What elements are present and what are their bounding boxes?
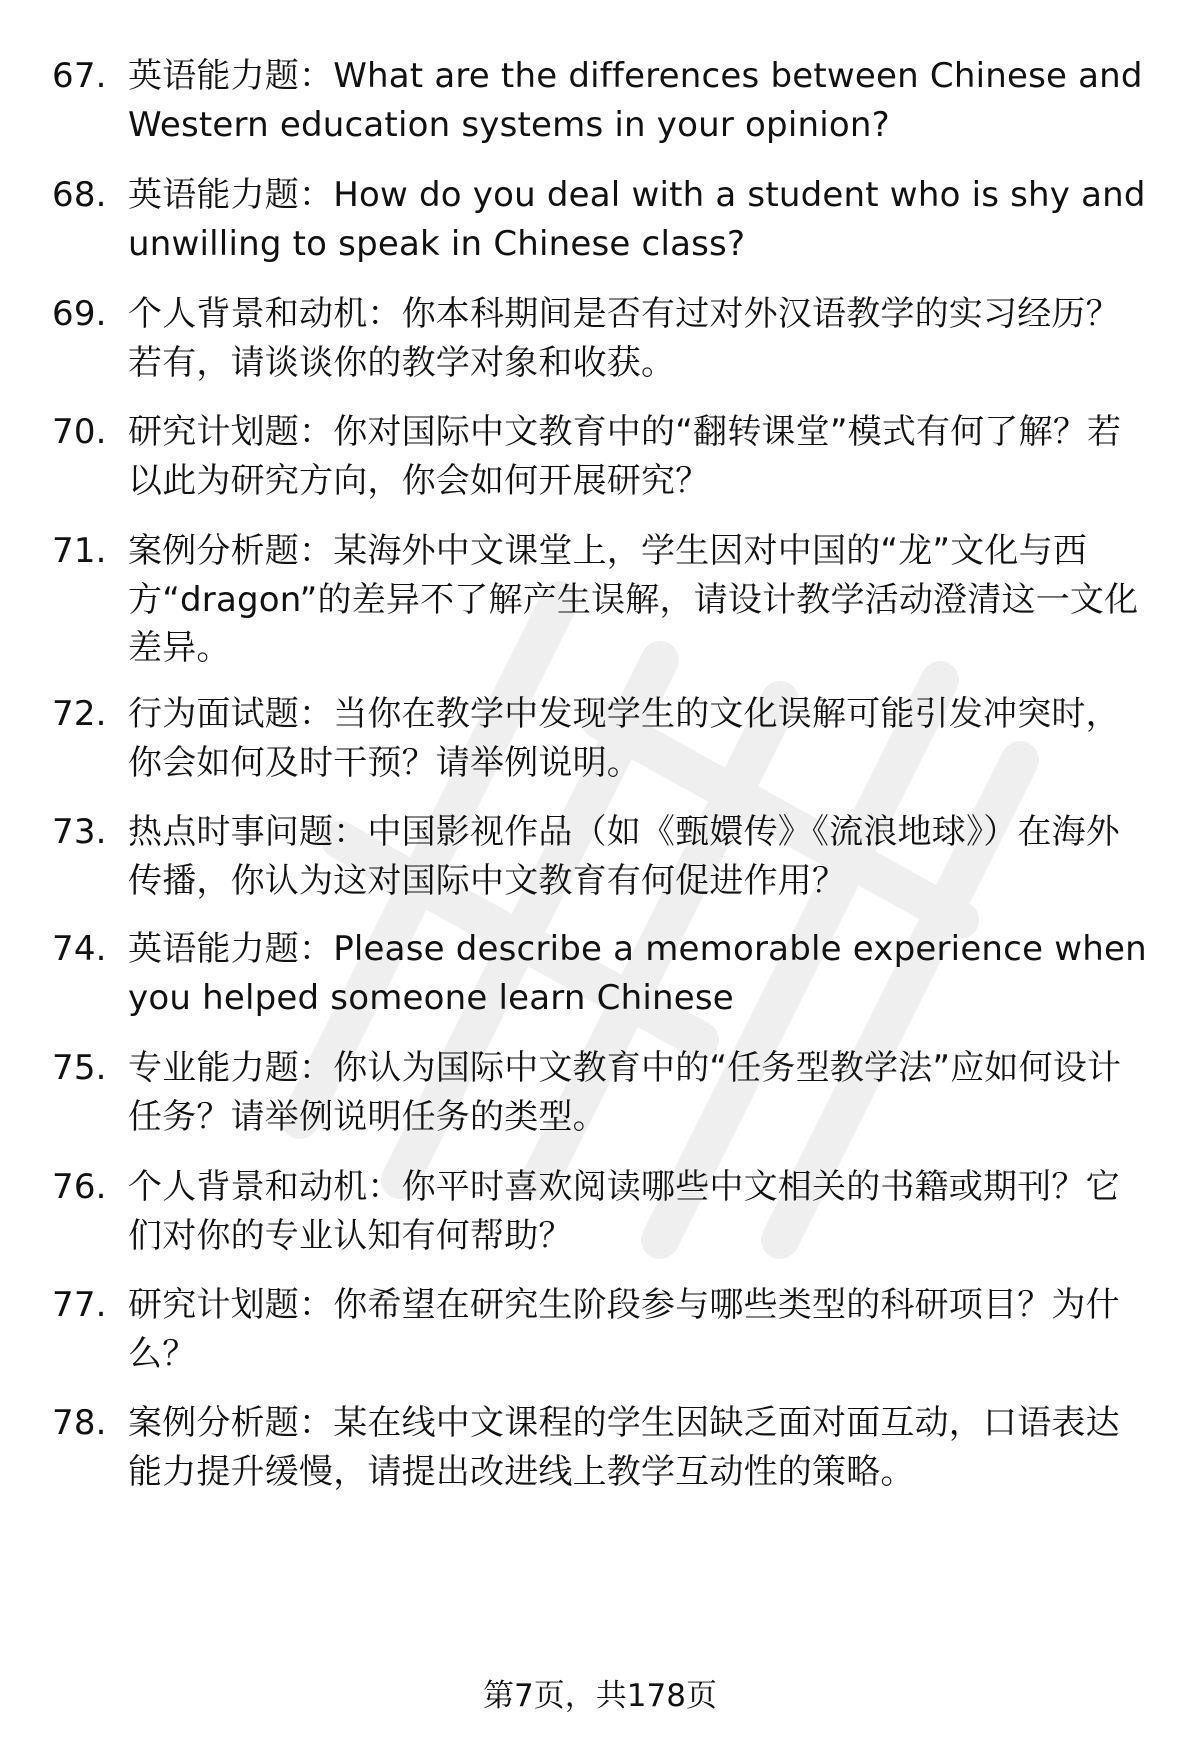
question-text: 专业能力题：你认为国际中文教育中的“任务型教学法”应如何设计任务？请举例说明任务的类型。 [128, 1048, 1122, 1137]
question-item [52, 1281, 1162, 1378]
question-number: 77. [52, 1285, 107, 1325]
question-text: 个人背景和动机：你本科期间是否有过对外汉语教学的实习经历？若有，请谈谈你的教学对象和收获。 [128, 294, 1120, 383]
question-text: 行为面试题：当你在教学中发现学生的文化误解可能引发冲突时，你会如何及时干预？请举例说明。 [128, 694, 1120, 783]
question-number: 71. [52, 531, 107, 571]
question-text: 案例分析题：某在线中文课程的学生因缺乏面对面互动，口语表达能力提升缓慢，请提出改进线上教学互动性的策略。 [128, 1403, 1120, 1492]
question-number: 74. [52, 929, 107, 969]
question-item [52, 290, 1162, 387]
question-item [52, 527, 1162, 673]
question-text: 热点时事问题：中国影视作品（如《甄嬛传》《流浪地球》）在海外传播，你认为这对国际中文教育有何促进作用？ [128, 812, 1120, 901]
page-number-footer: 第7页，共178页 [483, 1678, 717, 1714]
question-item [52, 171, 1162, 268]
question-item [52, 52, 1162, 149]
question-text: 英语能力题：What are the differences between Chinese and Western education systems in your opinion? [128, 56, 1143, 145]
question-item [52, 1399, 1162, 1496]
question-item [52, 1044, 1162, 1141]
question-text: 研究计划题：你对国际中文教育中的“翻转课堂”模式有何了解？若以此为研究方向，你会如何开展研究？ [128, 412, 1122, 501]
question-text: 个人背景和动机：你平时喜欢阅读哪些中文相关的书籍或期刊？它们对你的专业认知有何帮助？ [128, 1167, 1120, 1256]
question-number: 68. [52, 175, 107, 215]
question-number: 78. [52, 1403, 107, 1443]
question-text: 英语能力题：How do you deal with a student who is shy and unwilling to speak in Chinese class? [128, 175, 1146, 264]
question-number: 76. [52, 1167, 107, 1207]
question-number: 69. [52, 294, 107, 334]
question-number: 75. [52, 1048, 107, 1088]
question-item [52, 925, 1162, 1022]
question-item [52, 1163, 1162, 1260]
question-text: 研究计划题：你希望在研究生阶段参与哪些类型的科研项目？为什么？ [128, 1285, 1120, 1374]
question-number: 73. [52, 812, 107, 852]
question-number: 67. [52, 56, 107, 96]
question-text: 案例分析题：某海外中文课堂上，学生因对中国的“龙”文化与西方“dragon”的差异不了解产生误解，请设计教学活动澄清这一文化差异。 [128, 531, 1139, 668]
question-item [52, 808, 1162, 905]
question-item [52, 408, 1162, 505]
question-text: 英语能力题：Please describe a memorable experience when you helped someone learn Chinese [128, 929, 1147, 1018]
question-number: 70. [52, 412, 107, 452]
question-number: 72. [52, 694, 107, 734]
question-item [52, 690, 1162, 787]
